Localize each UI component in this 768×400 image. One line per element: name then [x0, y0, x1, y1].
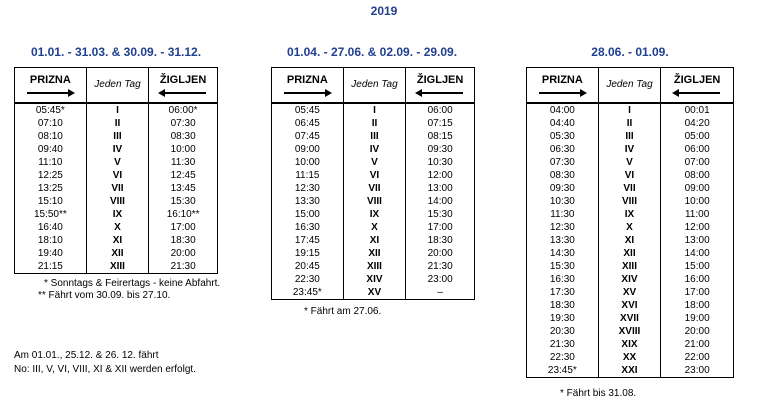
departure-ziglien: 08:00 — [661, 169, 734, 182]
bottom-note-line-2: No: III, V, VI, VIII, XI & XII werden erfolgt. — [14, 364, 196, 375]
trip-number: XIX — [598, 338, 661, 351]
bottom-note — [14, 349, 196, 377]
departure-ziglien: 15:30 — [406, 208, 475, 221]
departure-prizna: 16:40 — [15, 221, 87, 234]
table-row — [527, 234, 734, 247]
departure-prizna: 14:30 — [527, 247, 599, 260]
table-row — [527, 182, 734, 195]
departure-ziglien: 07:30 — [149, 117, 218, 130]
table-row — [272, 286, 475, 300]
trip-number: VIII — [343, 195, 406, 208]
timetable-1 — [14, 67, 218, 274]
table-row — [272, 130, 475, 143]
departure-ziglien: 20:00 — [406, 247, 475, 260]
departure-prizna: 23:45* — [272, 286, 344, 300]
table-row — [527, 208, 734, 221]
departure-ziglien: 18:00 — [661, 299, 734, 312]
trip-number: VI — [86, 169, 149, 182]
departure-prizna: 19:15 — [272, 247, 344, 260]
departure-ziglien: – — [406, 286, 475, 300]
trip-number: XII — [86, 247, 149, 260]
departure-prizna: 15:10 — [15, 195, 87, 208]
table-row — [527, 260, 734, 273]
trip-number: XII — [598, 247, 661, 260]
header-ziglien: ŽIGLJEN — [661, 68, 734, 104]
table-row — [272, 169, 475, 182]
departure-prizna: 19:30 — [527, 312, 599, 325]
departure-ziglien: 23:00 — [661, 364, 734, 378]
table-row — [527, 325, 734, 338]
period-title-1: 01.01. - 31.03. & 30.09. - 31.12. — [30, 45, 202, 59]
header-jeden-tag: Jeden Tag — [86, 68, 149, 104]
timetable-body-1 — [15, 103, 218, 274]
departure-ziglien: 21:30 — [406, 260, 475, 273]
timetable-2 — [271, 67, 475, 300]
departure-prizna: 04:40 — [527, 117, 599, 130]
departure-prizna: 17:45 — [272, 234, 344, 247]
departure-ziglien: 15:30 — [149, 195, 218, 208]
table-row — [527, 364, 734, 378]
arrow-right-icon — [284, 89, 330, 97]
table-row — [272, 117, 475, 130]
departure-prizna: 12:30 — [272, 182, 344, 195]
departure-ziglien: 06:00* — [149, 103, 218, 117]
departure-ziglien: 07:00 — [661, 156, 734, 169]
trip-number: III — [343, 130, 406, 143]
trip-number: X — [343, 221, 406, 234]
table-row — [272, 182, 475, 195]
departure-prizna: 13:30 — [527, 234, 599, 247]
table-row — [527, 286, 734, 299]
departure-ziglien: 17:00 — [149, 221, 218, 234]
departure-prizna: 09:30 — [527, 182, 599, 195]
trip-number: XV — [598, 286, 661, 299]
table-row — [15, 143, 218, 156]
table-row — [272, 221, 475, 234]
departure-prizna: 16:30 — [527, 273, 599, 286]
table-row — [527, 156, 734, 169]
departure-prizna: 10:30 — [527, 195, 599, 208]
trip-number: XVII — [598, 312, 661, 325]
departure-ziglien: 07:15 — [406, 117, 475, 130]
table-row — [15, 169, 218, 182]
departure-prizna: 05:45* — [15, 103, 87, 117]
departure-ziglien: 21:00 — [661, 338, 734, 351]
departure-prizna: 09:40 — [15, 143, 87, 156]
table-row — [15, 221, 218, 234]
table-row — [272, 156, 475, 169]
departure-ziglien: 09:00 — [661, 182, 734, 195]
trip-number: I — [343, 103, 406, 117]
departure-ziglien: 23:00 — [406, 273, 475, 286]
table-row — [15, 208, 218, 221]
departure-ziglien: 16:00 — [661, 273, 734, 286]
arrow-left-icon — [417, 89, 463, 97]
departure-ziglien: 10:30 — [406, 156, 475, 169]
departure-prizna: 22:30 — [527, 351, 599, 364]
departure-prizna: 05:30 — [527, 130, 599, 143]
table-row — [272, 260, 475, 273]
trip-number: V — [86, 156, 149, 169]
departure-prizna: 20:45 — [272, 260, 344, 273]
departure-prizna: 10:00 — [272, 156, 344, 169]
departure-prizna: 16:30 — [272, 221, 344, 234]
departure-ziglien: 11:30 — [149, 156, 218, 169]
footnote-2a: * Fährt am 27.06. — [304, 306, 382, 317]
table-row — [527, 221, 734, 234]
table-row — [15, 247, 218, 260]
trip-number: VI — [598, 169, 661, 182]
trip-number: XVIII — [598, 325, 661, 338]
trip-number: III — [598, 130, 661, 143]
departure-prizna: 09:00 — [272, 143, 344, 156]
trip-number: VII — [343, 182, 406, 195]
departure-ziglien: 17:00 — [661, 286, 734, 299]
departure-ziglien: 04:20 — [661, 117, 734, 130]
footnote-1a: * Sonntags & Feirertags - keine Abfahrt. — [44, 278, 221, 289]
departure-ziglien: 08:15 — [406, 130, 475, 143]
table-row — [15, 117, 218, 130]
table-row — [15, 103, 218, 117]
departure-ziglien: 05:00 — [661, 130, 734, 143]
trip-number: IX — [343, 208, 406, 221]
trip-number: V — [343, 156, 406, 169]
departure-ziglien: 13:00 — [661, 234, 734, 247]
departure-prizna: 07:10 — [15, 117, 87, 130]
departure-ziglien: 20:00 — [661, 325, 734, 338]
departure-ziglien: 14:00 — [406, 195, 475, 208]
trip-number: VII — [86, 182, 149, 195]
timetable-body-2 — [272, 103, 475, 300]
departure-ziglien: 12:45 — [149, 169, 218, 182]
departure-ziglien: 08:30 — [149, 130, 218, 143]
trip-number: III — [86, 130, 149, 143]
departure-prizna: 07:45 — [272, 130, 344, 143]
arrow-left-icon — [674, 89, 720, 97]
departure-prizna: 11:15 — [272, 169, 344, 182]
trip-number: XIII — [86, 260, 149, 274]
timetable-3 — [526, 67, 734, 378]
table-row — [527, 117, 734, 130]
arrow-left-icon — [160, 89, 206, 97]
trip-number: VIII — [86, 195, 149, 208]
departure-ziglien: 17:00 — [406, 221, 475, 234]
departure-prizna: 11:10 — [15, 156, 87, 169]
departure-ziglien: 09:30 — [406, 143, 475, 156]
departure-prizna: 15:50** — [15, 208, 87, 221]
trip-number: VIII — [598, 195, 661, 208]
departure-prizna: 22:30 — [272, 273, 344, 286]
table-row — [527, 299, 734, 312]
trip-number: XI — [86, 234, 149, 247]
timetable-body-3 — [527, 103, 734, 378]
departure-prizna: 08:10 — [15, 130, 87, 143]
departure-prizna: 05:45 — [272, 103, 344, 117]
trip-number: X — [598, 221, 661, 234]
departure-ziglien: 11:00 — [661, 208, 734, 221]
trip-number: XVI — [598, 299, 661, 312]
departure-ziglien: 12:00 — [406, 169, 475, 182]
table-row — [15, 195, 218, 208]
table-row — [272, 273, 475, 286]
table-row — [15, 156, 218, 169]
departure-ziglien: 00:01 — [661, 103, 734, 117]
departure-ziglien: 13:45 — [149, 182, 218, 195]
departure-ziglien: 06:00 — [661, 143, 734, 156]
trip-number: IX — [86, 208, 149, 221]
table-row — [272, 143, 475, 156]
trip-number: IV — [598, 143, 661, 156]
table-row — [272, 208, 475, 221]
departure-prizna: 13:30 — [272, 195, 344, 208]
trip-number: II — [343, 117, 406, 130]
trip-number: XIV — [598, 273, 661, 286]
table-row — [527, 103, 734, 117]
departure-prizna: 19:40 — [15, 247, 87, 260]
header-prizna: PRIZNA — [272, 68, 344, 104]
trip-number: VI — [343, 169, 406, 182]
table-row — [272, 103, 475, 117]
departure-ziglien: 10:00 — [661, 195, 734, 208]
departure-prizna: 18:10 — [15, 234, 87, 247]
bottom-note-line-1: Am 01.01., 25.12. & 26. 12. fährt — [14, 350, 159, 361]
departure-prizna: 17:30 — [527, 286, 599, 299]
departure-prizna: 06:45 — [272, 117, 344, 130]
arrow-right-icon — [539, 89, 585, 97]
table-row — [527, 312, 734, 325]
header-prizna: PRIZNA — [15, 68, 87, 104]
table-row — [527, 169, 734, 182]
table-row — [15, 260, 218, 274]
trip-number: XV — [343, 286, 406, 300]
departure-prizna: 15:00 — [272, 208, 344, 221]
table-row — [527, 247, 734, 260]
departure-prizna: 20:30 — [527, 325, 599, 338]
footnote-1b: ** Fährt vom 30.09. bis 27.10. — [38, 290, 171, 301]
table-row — [15, 234, 218, 247]
trip-number: X — [86, 221, 149, 234]
trip-number: V — [598, 156, 661, 169]
period-title-2: 01.04. - 27.06. & 02.09. - 29.09. — [286, 45, 458, 59]
header-ziglien: ŽIGLJEN — [406, 68, 475, 104]
departure-ziglien: 20:00 — [149, 247, 218, 260]
trip-number: I — [86, 103, 149, 117]
departure-ziglien: 13:00 — [406, 182, 475, 195]
table-row — [272, 195, 475, 208]
table-row — [527, 351, 734, 364]
table-row — [15, 130, 218, 143]
departure-prizna: 15:30 — [527, 260, 599, 273]
departure-prizna: 21:15 — [15, 260, 87, 274]
table-row — [15, 182, 218, 195]
departure-prizna: 08:30 — [527, 169, 599, 182]
trip-number: VII — [598, 182, 661, 195]
departure-ziglien: 06:00 — [406, 103, 475, 117]
table-row — [527, 143, 734, 156]
departure-prizna: 12:30 — [527, 221, 599, 234]
departure-ziglien: 18:30 — [406, 234, 475, 247]
trip-number: II — [598, 117, 661, 130]
departure-ziglien: 19:00 — [661, 312, 734, 325]
table-row — [272, 247, 475, 260]
table-row — [527, 130, 734, 143]
year-title: 2019 — [370, 4, 398, 18]
footnote-3a: * Fährt bis 31.08. — [560, 388, 637, 399]
departure-ziglien: 14:00 — [661, 247, 734, 260]
header-jeden-tag: Jeden Tag — [343, 68, 406, 104]
departure-ziglien: 10:00 — [149, 143, 218, 156]
header-prizna: PRIZNA — [527, 68, 599, 104]
departure-prizna: 21:30 — [527, 338, 599, 351]
departure-ziglien: 22:00 — [661, 351, 734, 364]
trip-number: XX — [598, 351, 661, 364]
departure-ziglien: 16:10** — [149, 208, 218, 221]
trip-number: XII — [343, 247, 406, 260]
trip-number: IV — [86, 143, 149, 156]
trip-number: IX — [598, 208, 661, 221]
header-ziglien: ŽIGLJEN — [149, 68, 218, 104]
trip-number: II — [86, 117, 149, 130]
trip-number: XXI — [598, 364, 661, 378]
departure-prizna: 12:25 — [15, 169, 87, 182]
departure-ziglien: 21:30 — [149, 260, 218, 274]
departure-ziglien: 15:00 — [661, 260, 734, 273]
trip-number: XI — [598, 234, 661, 247]
departure-prizna: 13:25 — [15, 182, 87, 195]
trip-number: XIV — [343, 273, 406, 286]
trip-number: I — [598, 103, 661, 117]
departure-prizna: 04:00 — [527, 103, 599, 117]
period-title-3: 28.06. - 01.09. — [591, 45, 669, 59]
table-row — [272, 234, 475, 247]
departure-prizna: 11:30 — [527, 208, 599, 221]
departure-ziglien: 18:30 — [149, 234, 218, 247]
departure-prizna: 07:30 — [527, 156, 599, 169]
departure-prizna: 18:30 — [527, 299, 599, 312]
trip-number: XIII — [343, 260, 406, 273]
departure-prizna: 06:30 — [527, 143, 599, 156]
departure-prizna: 23:45* — [527, 364, 599, 378]
arrow-right-icon — [27, 89, 73, 97]
table-row — [527, 338, 734, 351]
trip-number: XI — [343, 234, 406, 247]
table-row — [527, 195, 734, 208]
trip-number: IV — [343, 143, 406, 156]
table-row — [527, 273, 734, 286]
trip-number: XIII — [598, 260, 661, 273]
header-jeden-tag: Jeden Tag — [598, 68, 661, 104]
departure-ziglien: 12:00 — [661, 221, 734, 234]
